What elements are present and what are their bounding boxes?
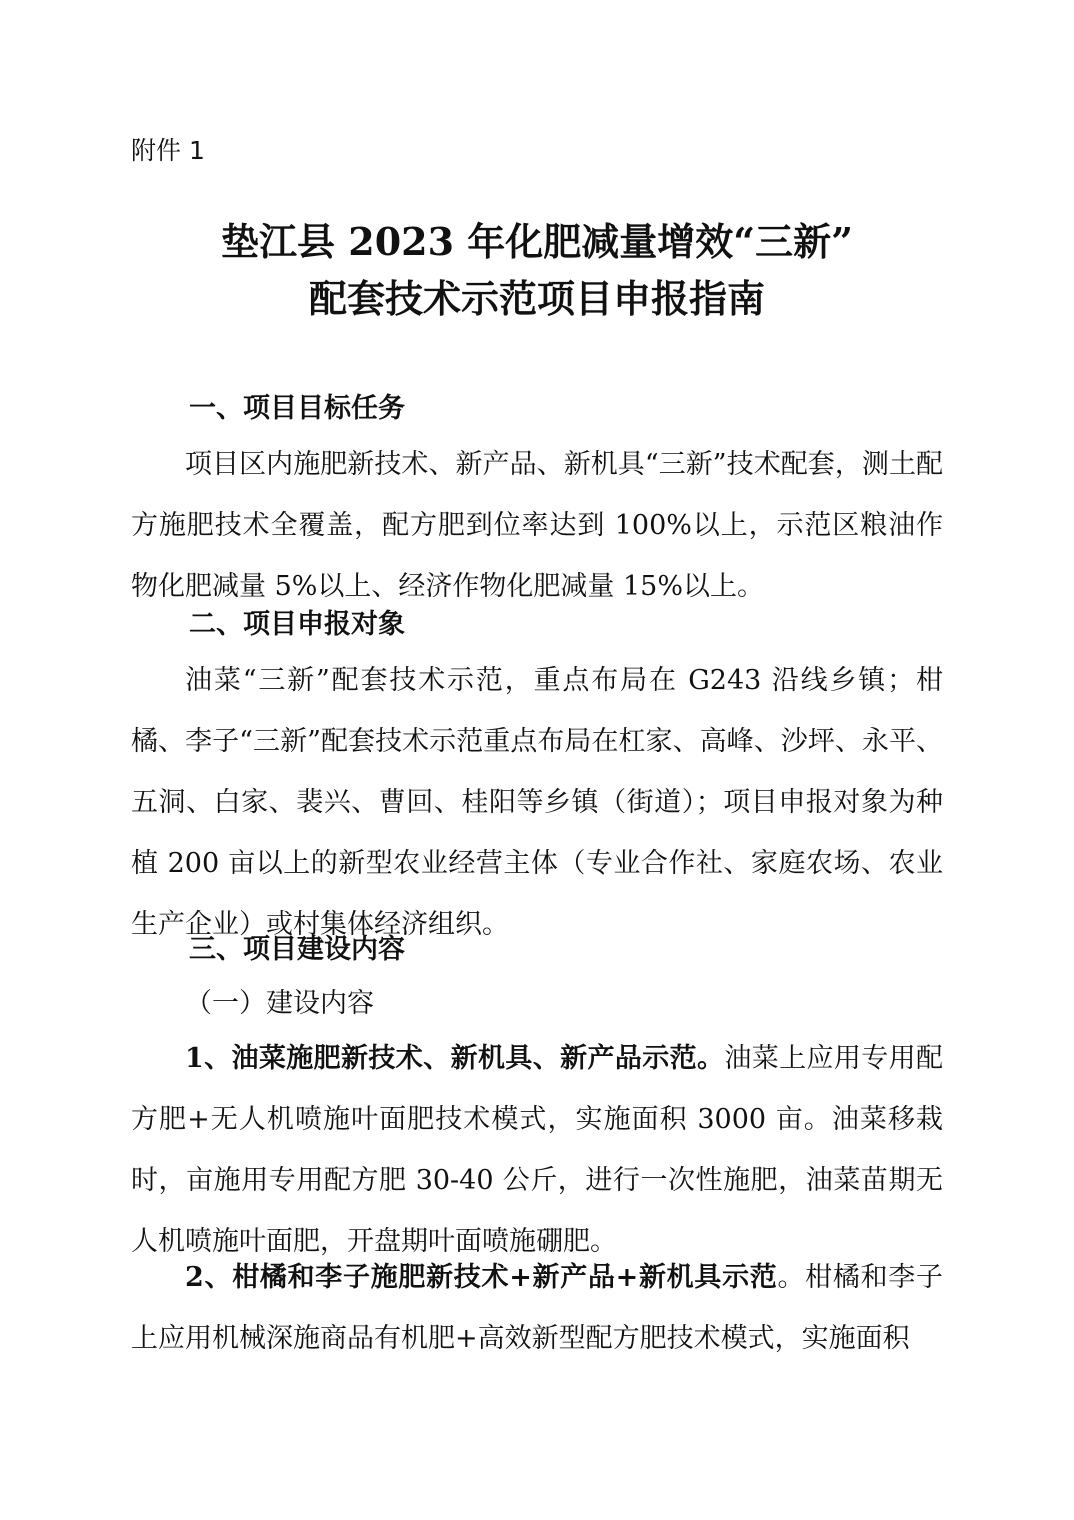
attachment-label: 附件 1 bbox=[131, 136, 205, 165]
item-1-paragraph bbox=[131, 1028, 943, 1272]
item-1-body: 油菜上应用专用配方肥+无人机喷施叶面肥技术模式，实施面积 3000 亩。油菜移栽时，亩施用专用配方肥 30-40 公斤，进行一次性施肥，油菜苗期无人机喷施叶面肥，开盘期叶面喷施硼肥。 bbox=[131, 1043, 943, 1257]
item-2-lead: 2、柑橘和李子施肥新技术+新产品+新机具示范 bbox=[185, 1262, 778, 1293]
document-title-line-1: 垫江县 2023 年化肥减量增效“三新” bbox=[221, 219, 853, 264]
item-2-paragraph bbox=[131, 1247, 943, 1369]
section-3-heading: 三、项目建设内容 bbox=[189, 934, 405, 965]
section-1-heading: 一、项目目标任务 bbox=[189, 393, 405, 424]
section-2-body: 油菜“三新”配套技术示范，重点布局在 G243 沿线乡镇；柑橘、李子“三新”配套技术示范重点布局在杠家、高峰、沙坪、永平、五洞、白家、裴兴、曹回、桂阳等乡镇（街道）；项目申报对象为种植 200 亩以上的新型农业经营主体（专业合作社、家庭农场、农业生产企业）或村集体经济组织。 bbox=[131, 665, 943, 940]
item-1-lead: 1、油菜施肥新技术、新机具、新产品示范。 bbox=[185, 1043, 725, 1074]
section-1-body: 项目区内施肥新技术、新产品、新机具“三新”技术配套，测土配方施肥技术全覆盖，配方肥到位率达到 100%以上，示范区粮油作物化肥减量 5%以上、经济作物化肥减量 15%以上。 bbox=[131, 449, 943, 602]
item-2-body: 。柑橘和李子上应用机械深施商品有机肥+高效新型配方肥技术模式，实施面积 bbox=[131, 1262, 943, 1354]
section-3-subheading: （一）建设内容 bbox=[185, 988, 374, 1019]
document-title-line-2: 配套技术示范项目申报指南 bbox=[308, 276, 765, 321]
section-2-heading: 二、项目申报对象 bbox=[189, 609, 405, 640]
